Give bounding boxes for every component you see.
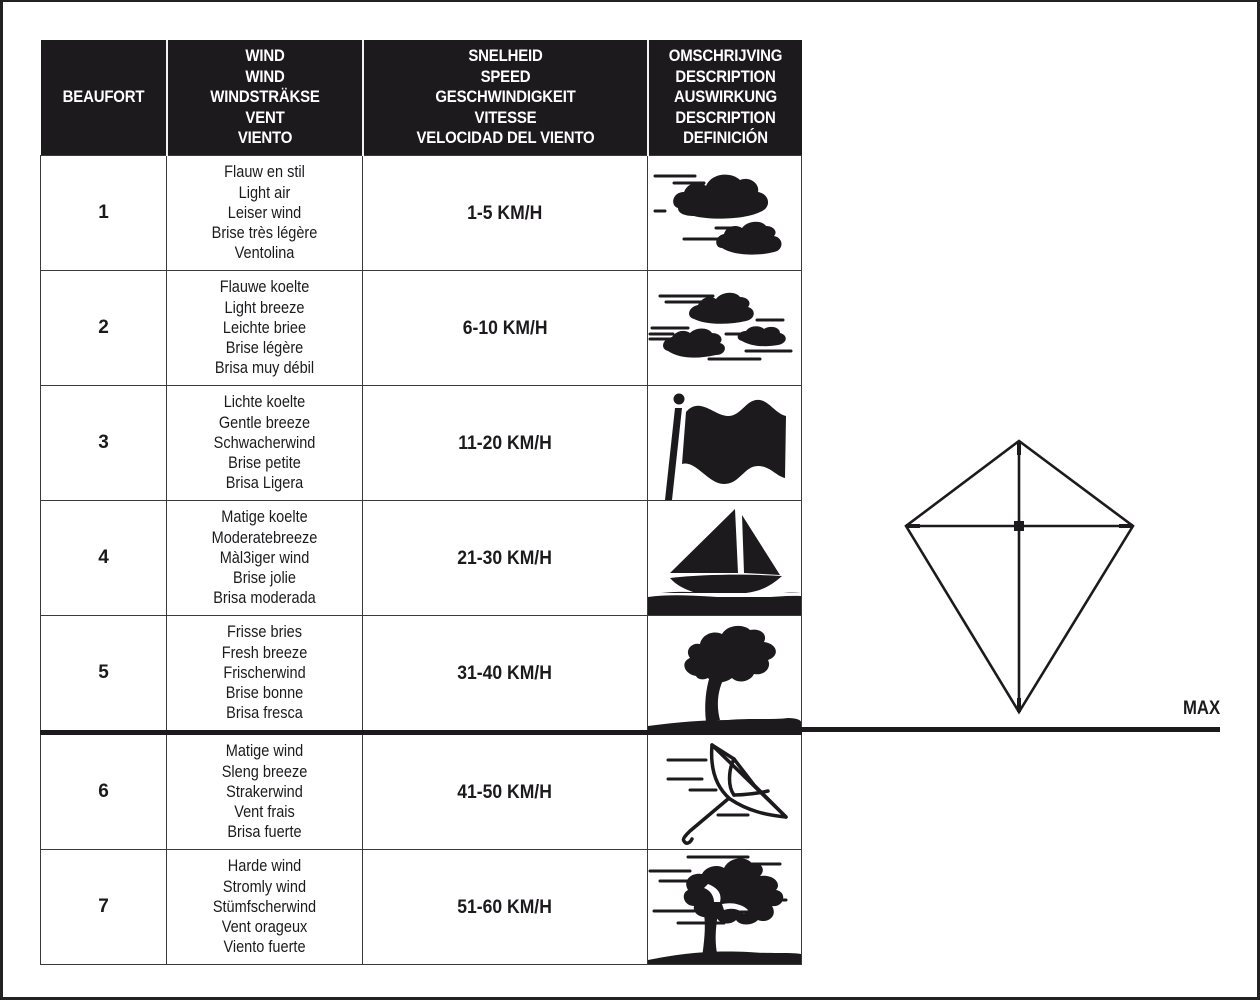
header-line: DESCRIPTION — [674, 66, 776, 86]
sailboat-icon — [648, 501, 801, 615]
table-row — [41, 156, 802, 271]
header-line: VITESSE — [474, 107, 536, 127]
beaufort-number: 6 — [41, 733, 167, 850]
speed-value: 51-60 KM/H — [457, 895, 553, 918]
header-wind — [167, 40, 363, 156]
wind-speed — [363, 271, 648, 386]
header-line: BEAUFORT — [62, 87, 144, 107]
wind-speed — [363, 156, 648, 271]
wind-name: Light air — [238, 183, 291, 202]
description-cell — [648, 386, 802, 501]
wind-name: Matige wind — [225, 742, 304, 761]
wind-name: Brise petite — [228, 454, 301, 473]
speed-value: 41-50 KM/H — [457, 780, 553, 803]
wind-speed — [363, 386, 648, 501]
description-cell — [648, 271, 802, 386]
header-line: SNELHEID — [467, 46, 543, 66]
speed-value: 11-20 KM/H — [458, 431, 552, 454]
wind-name: Brise légère — [225, 339, 304, 358]
header-line: AUSWIRKUNG — [673, 87, 777, 107]
wind-speed — [363, 733, 648, 850]
beaufort-number: 3 — [41, 386, 167, 501]
wind-name: Brise très légère — [211, 224, 318, 243]
description-cell — [648, 850, 802, 965]
header-line: VIENTO — [237, 128, 292, 148]
header-line: OMSCHRIJVING — [668, 46, 782, 66]
beaufort-number: 5 — [41, 616, 167, 733]
wind-name: Sleng breeze — [221, 762, 308, 781]
wind-name: Matige koelte — [221, 508, 308, 527]
wind-name: Moderatebreeze — [211, 528, 318, 547]
beaufort-number: 4 — [41, 501, 167, 616]
wind-names — [167, 733, 363, 850]
beaufort-number: 2 — [41, 271, 167, 386]
beaufort-wind-table — [40, 40, 802, 965]
wind-name: Stümfscherwind — [212, 897, 317, 916]
table-row — [41, 850, 802, 965]
header-line: DESCRIPTION — [674, 107, 776, 127]
light-air-clouds-icon — [648, 156, 801, 270]
wind-name: Leiser wind — [227, 203, 302, 222]
header-speed — [363, 40, 648, 156]
header-line: WINDSTRÄKSE — [209, 87, 320, 107]
speed-value: 21-30 KM/H — [457, 546, 553, 569]
wind-name: Flauw en stil — [224, 163, 305, 182]
table-row — [41, 501, 802, 616]
wind-names — [167, 616, 363, 733]
header-line: DEFINICIÓN — [682, 128, 768, 148]
max-wind-line — [800, 727, 1220, 732]
wind-name: Brisa fuerte — [227, 823, 302, 842]
header-line: WIND — [244, 46, 285, 66]
wind-names — [167, 850, 363, 965]
beaufort-number: 7 — [41, 850, 167, 965]
header-line: SPEED — [480, 66, 530, 86]
header-description — [648, 40, 802, 156]
wind-name: Flauwe koelte — [219, 278, 310, 297]
header-line: GESCHWINDIGKEIT — [434, 87, 576, 107]
header-line: VENT — [244, 107, 285, 127]
table-row — [41, 733, 802, 850]
speed-value: 6-10 KM/H — [462, 316, 548, 339]
wind-name: Vent orageux — [221, 918, 308, 937]
wind-names — [167, 501, 363, 616]
wind-name: Brisa Ligera — [225, 474, 304, 493]
wind-name: Leichte briee — [222, 318, 307, 337]
wind-name: Stromly wind — [222, 877, 307, 896]
wind-name: Viento fuerte — [223, 938, 306, 957]
table-row — [41, 616, 802, 733]
wind-names — [167, 386, 363, 501]
windblown-tree-icon — [648, 850, 801, 964]
header-line: WIND — [244, 66, 285, 86]
max-label: MAX — [1183, 698, 1221, 719]
wind-name: Ventolina — [234, 244, 295, 263]
description-cell — [648, 501, 802, 616]
wind-name: Brise jolie — [233, 569, 296, 588]
description-cell — [648, 616, 802, 733]
header-beaufort — [41, 40, 167, 156]
wind-name: Fresh breeze — [221, 643, 308, 662]
wind-name: Strakerwind — [226, 782, 303, 801]
wind-name: Brisa muy débil — [214, 359, 315, 378]
waving-flag-icon — [648, 386, 801, 500]
wind-name: Harde wind — [227, 857, 302, 876]
wind-name: Frisse bries — [226, 623, 303, 642]
speed-value: 31-40 KM/H — [457, 661, 553, 684]
wind-name: Lichte koelte — [223, 393, 306, 412]
header-line: VELOCIDAD DEL VIENTO — [416, 128, 594, 148]
light-breeze-clouds-icon — [648, 271, 801, 385]
wind-names — [167, 271, 363, 386]
table-header-row — [41, 40, 802, 156]
tree-icon — [648, 616, 801, 730]
inverted-umbrella-icon — [648, 735, 801, 849]
wind-speed — [363, 850, 648, 965]
wind-name: Brisa fresca — [226, 704, 303, 723]
wind-names — [167, 156, 363, 271]
beaufort-number: 1 — [41, 156, 167, 271]
description-cell — [648, 156, 802, 271]
wind-name: Gentle breeze — [218, 413, 311, 432]
description-cell — [648, 733, 802, 850]
wind-name: Frischerwind — [223, 663, 306, 682]
wind-name: Brise bonne — [225, 684, 304, 703]
wind-name: Vent frais — [234, 803, 295, 822]
speed-value: 1-5 KM/H — [467, 201, 543, 224]
wind-name: Brisa moderada — [213, 589, 316, 608]
table-row — [41, 386, 802, 501]
table-row — [41, 271, 802, 386]
wind-name: Light breeze — [224, 298, 305, 317]
kite-icon — [900, 436, 1140, 718]
wind-speed — [363, 616, 648, 733]
wind-name: Màl3iger wind — [219, 548, 310, 567]
wind-name: Schwacherwind — [213, 433, 316, 452]
wind-speed — [363, 501, 648, 616]
